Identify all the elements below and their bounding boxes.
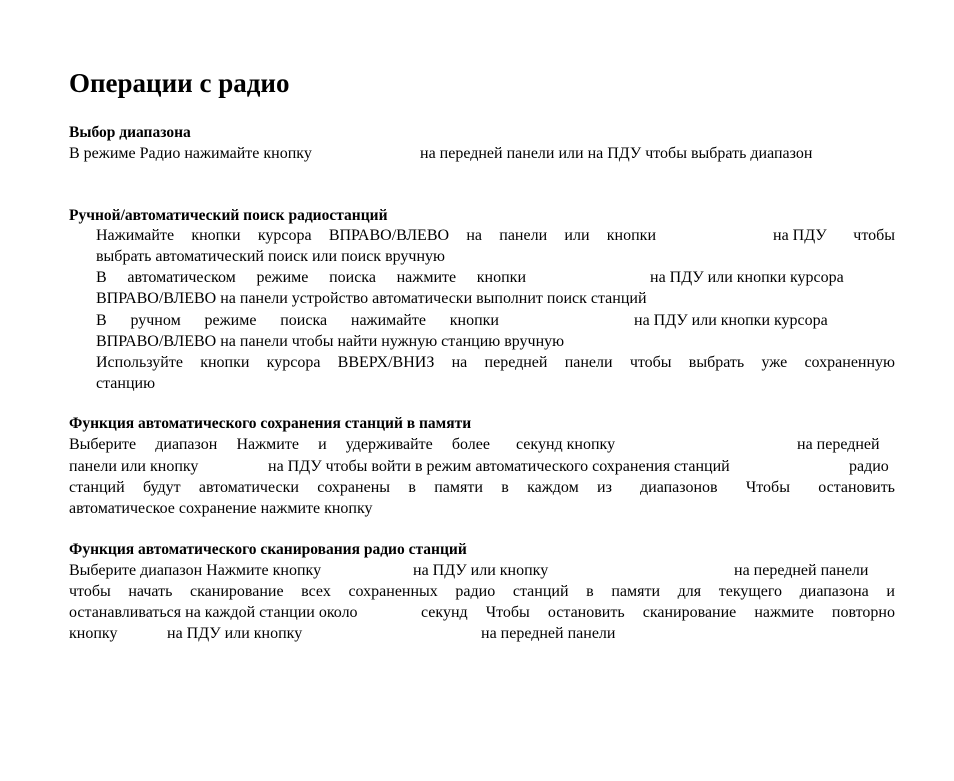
word: курсора	[257, 227, 312, 244]
search-line-3b: на ПДУ или кнопки курсора	[650, 269, 844, 286]
auto-scan-line-1c: на передней панели	[734, 562, 869, 579]
auto-store-line-2a: панели или кнопку	[69, 458, 199, 475]
word: поиска	[280, 312, 328, 329]
word: нажмите	[754, 604, 814, 621]
word: кнопки	[200, 354, 250, 371]
word: кнопки	[449, 312, 499, 329]
section-heading-band-selection: Выбор диапазона	[69, 124, 191, 141]
search-line-5b: на ПДУ или кнопки курсора	[634, 312, 828, 329]
word: нажимайте	[350, 312, 426, 329]
word: в	[586, 583, 594, 600]
word: ВВЕРХ/ВНИЗ	[337, 354, 435, 371]
word: Чтобы	[485, 604, 530, 621]
search-line-5a	[96, 310, 499, 331]
auto-store-line-3a	[69, 477, 612, 498]
word: передней	[484, 354, 548, 371]
word: В	[96, 312, 107, 329]
word: для	[677, 583, 702, 600]
word: и	[886, 583, 895, 600]
auto-scan-line-1b: на ПДУ или кнопку	[413, 562, 549, 579]
auto-store-line-2c: радио	[849, 458, 889, 475]
word: станций	[512, 583, 569, 600]
auto-scan-line-4b: на ПДУ или кнопку	[167, 625, 303, 642]
auto-scan-line-3b	[421, 602, 895, 623]
word: кнопки	[476, 269, 526, 286]
word: ручном	[130, 312, 181, 329]
auto-store-line-1a	[69, 434, 490, 455]
word: автоматическом	[127, 269, 236, 286]
word: из	[597, 479, 612, 496]
search-line-3a	[96, 267, 526, 288]
auto-scan-line-3a: останавливаться на каждой станции около	[69, 604, 358, 621]
word: и	[318, 436, 327, 453]
word: кнопки	[191, 227, 241, 244]
word: нажмите	[396, 269, 457, 286]
word: режиме	[256, 269, 309, 286]
search-line-7	[96, 352, 895, 373]
word: диапазона	[799, 583, 869, 600]
word: остановить	[547, 604, 625, 621]
word: Нажимайте	[96, 227, 175, 244]
search-line-8: станцию	[96, 375, 156, 392]
word: сохраненную	[804, 354, 895, 371]
word: всех	[301, 583, 331, 600]
word: сканирование	[642, 604, 737, 621]
word: Чтобы	[745, 479, 790, 496]
auto-store-line-3b	[640, 477, 895, 498]
word: на	[451, 354, 468, 371]
band-selection-line-1a: В режиме Радио нажимайте кнопку	[69, 145, 312, 162]
word: станций	[69, 479, 125, 496]
word: сохраненных	[348, 583, 438, 600]
search-line-2: выбрать автоматический поиск или поиск вручную	[96, 248, 445, 265]
word: в	[501, 479, 509, 496]
search-line-6: ВПРАВО/ВЛЕВО на панели чтобы найти нужную станцию вручную	[96, 333, 565, 350]
auto-store-line-1c: на передней	[797, 436, 880, 453]
word: поиска	[329, 269, 376, 286]
auto-scan-line-2	[69, 581, 895, 602]
word: курсора	[266, 354, 321, 371]
search-line-4: ВПРАВО/ВЛЕВО на панели устройство автоматически выполнит поиск станций	[96, 290, 647, 307]
auto-store-line-1b: секунд кнопку	[516, 436, 616, 453]
word: уже	[761, 354, 788, 371]
word: каждом	[527, 479, 579, 496]
word: текущего	[718, 583, 782, 600]
word: панели	[564, 354, 613, 371]
word: на	[466, 227, 482, 244]
word: радио	[455, 583, 496, 600]
word: памяти	[611, 583, 661, 600]
word: остановить	[818, 479, 895, 496]
auto-scan-line-4c: на передней панели	[481, 625, 616, 642]
search-line-1a	[96, 225, 656, 246]
word: будут	[142, 479, 181, 496]
auto-store-line-2b: на ПДУ чтобы войти в режим автоматического сохранения станций	[268, 458, 730, 475]
word: диапазонов	[640, 479, 718, 496]
word: более	[451, 436, 490, 453]
auto-store-line-4: автоматическое сохранение нажмите кнопку	[69, 500, 373, 517]
auto-scan-line-4a: кнопку	[69, 625, 118, 642]
word: в	[408, 479, 416, 496]
section-heading-station-search: Ручной/автоматический поиск радиостанций	[69, 207, 388, 224]
word: начать	[128, 583, 173, 600]
word: памяти	[434, 479, 483, 496]
word: панели	[499, 227, 548, 244]
auto-scan-line-1a: Выберите диапазон Нажмите кнопку	[69, 562, 322, 579]
word: Выберите	[69, 436, 137, 453]
word: В	[96, 269, 107, 286]
word: удерживайте	[345, 436, 433, 453]
word: автоматически	[198, 479, 299, 496]
page-title: Операции с радио	[69, 68, 290, 98]
word: кнопки	[606, 227, 656, 244]
word: диапазон	[155, 436, 218, 453]
word: повторно	[831, 604, 895, 621]
word: чтобы	[69, 583, 111, 600]
band-selection-line-1b: на передней панели или на ПДУ чтобы выбрать диапазон	[420, 145, 813, 162]
word: режиме	[204, 312, 257, 329]
search-line-1b: на ПДУ чтобы	[773, 227, 895, 244]
word: сканирование	[190, 583, 284, 600]
word: или	[564, 227, 590, 244]
word: выбрать	[688, 354, 745, 371]
word: ВПРАВО/ВЛЕВО	[328, 227, 450, 244]
word: Нажмите	[236, 436, 299, 453]
section-heading-auto-scan: Функция автоматического сканирования радио станций	[69, 541, 467, 558]
word: чтобы	[629, 354, 672, 371]
word: сохранены	[317, 479, 390, 496]
section-heading-auto-store: Функция автоматического сохранения станций в памяти	[69, 415, 472, 432]
word: Используйте	[96, 354, 183, 371]
word: секунд	[421, 604, 468, 621]
